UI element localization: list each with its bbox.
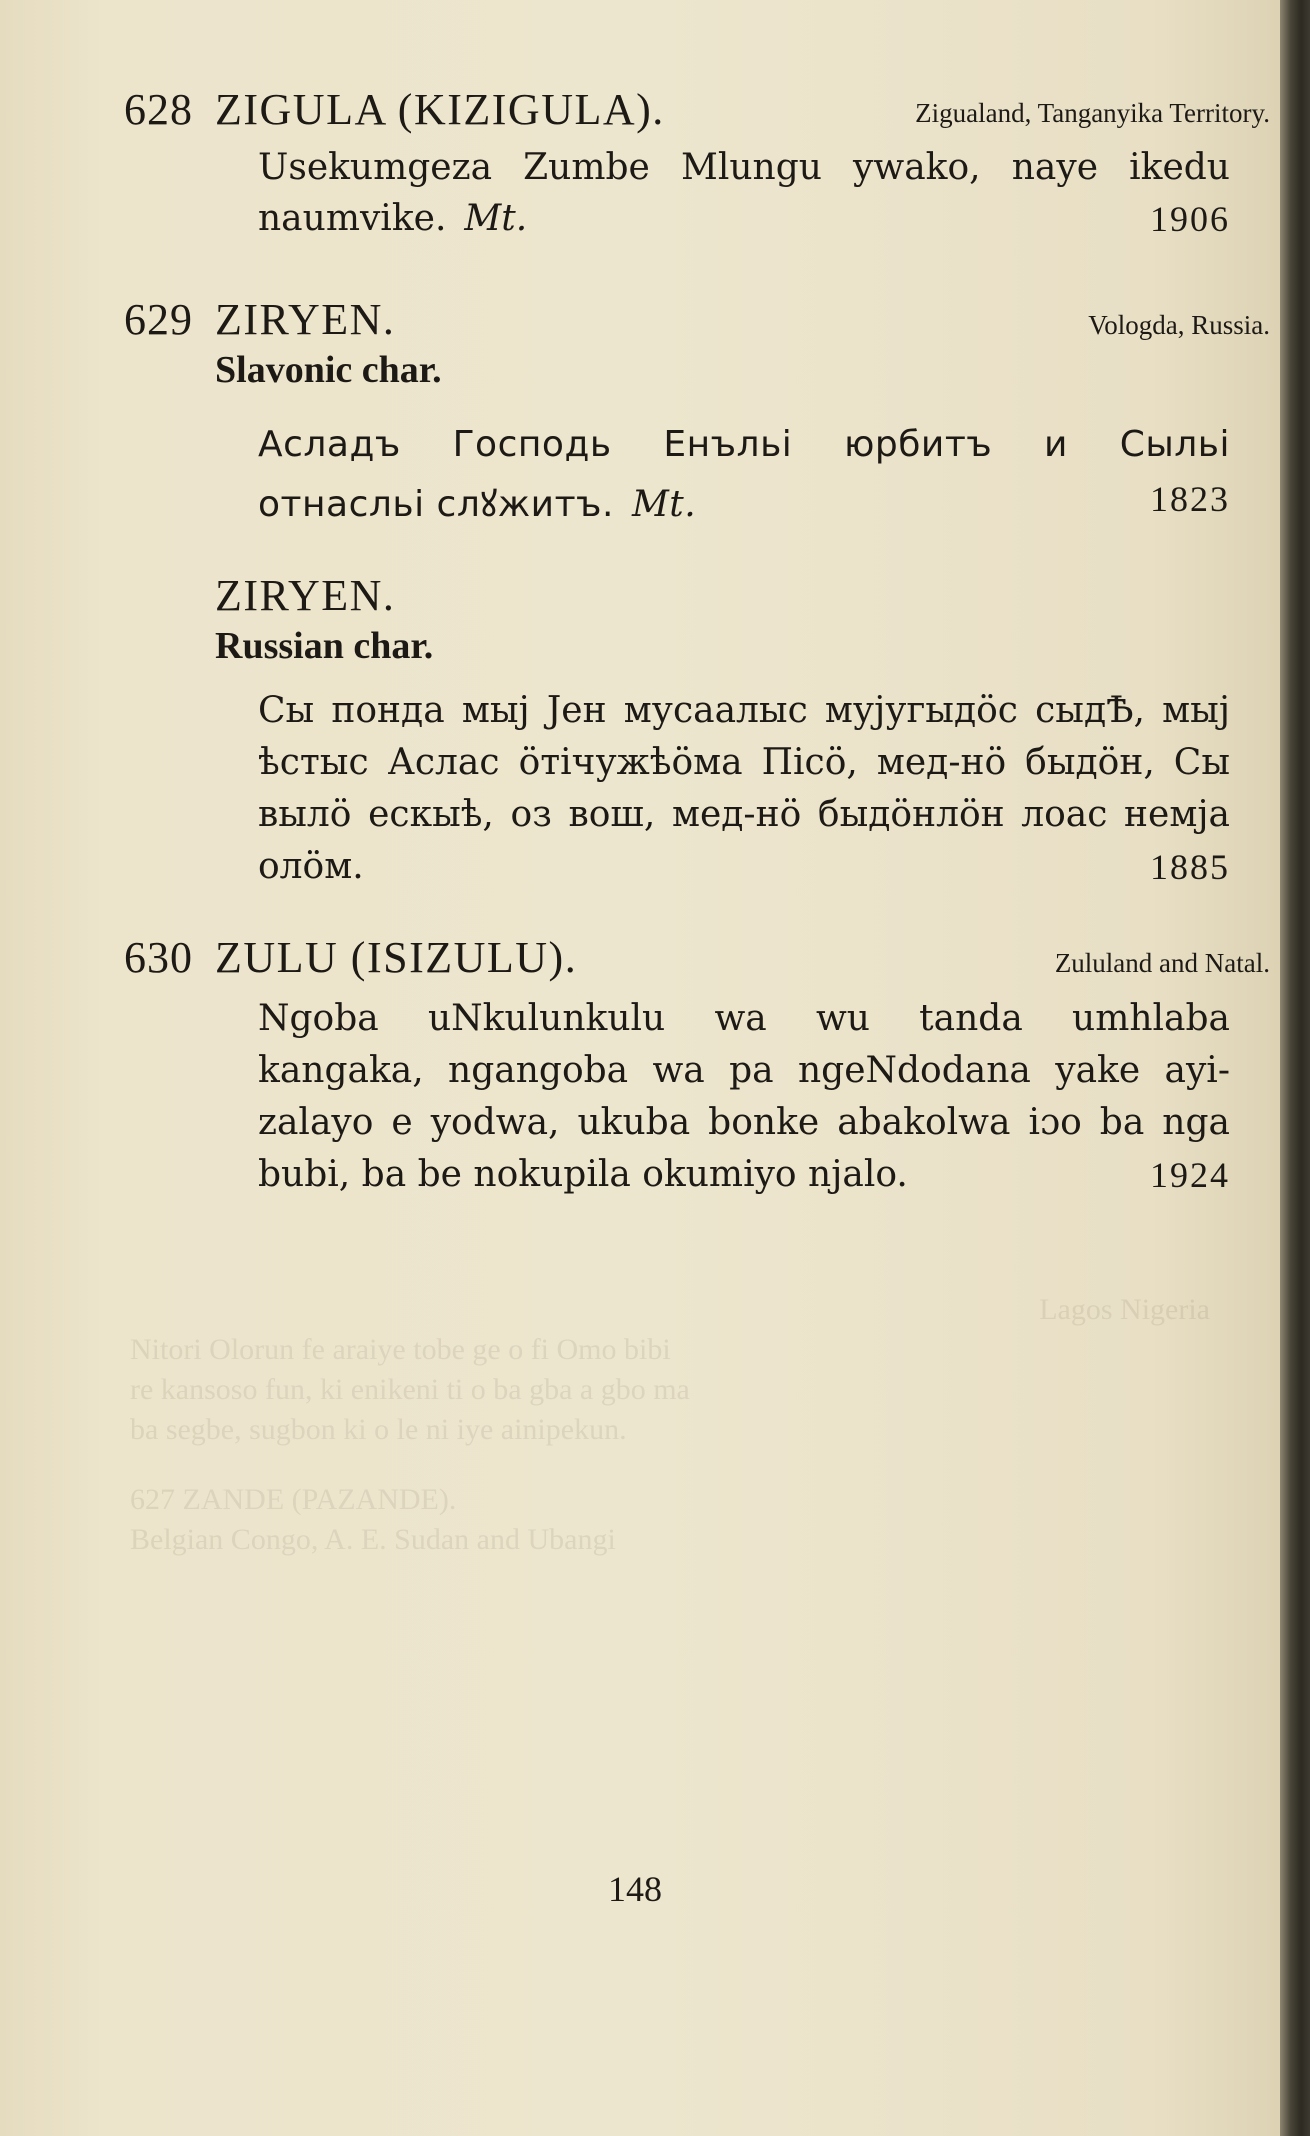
entry-last-line (258, 198, 1230, 248)
entry-header-629 (0, 294, 1270, 354)
entry-last-line (258, 846, 1230, 896)
publication-year: 1823 (1150, 479, 1230, 519)
reference-mark: Mt. (631, 484, 697, 525)
entry-text-line: Асладъ Господь Енъльі юрбитъ и Сыльі (258, 424, 1230, 465)
entry-text-line: Ngoba uNkulunkulu wa wu tanda umhlaba (258, 998, 1230, 1039)
entry-number: 629 (124, 295, 193, 344)
entry-text-line: Usekumgeza Zumbe Mlungu ywako, naye ikedu (258, 147, 1230, 188)
last-line-text: naumvike. (258, 198, 447, 239)
reference-mark: Mt. (464, 198, 528, 239)
entry-text-line: Сы понда мыј Јен мусаалыс мујугыдöс сыдѢ, мыј (258, 690, 1230, 731)
show-through-decoration: Lagos Nigeria Nitori Olorun fe araiye tobe ge o fi Omo bibi re kansoso fun, ki enikeni ti o ba gba a gbo ma ba segbe, sugbon ki o le ni iye ainipekun. 627 ZANDE (PAZANDE). Belgian Congo, A. E. Sudan and Ubangi (130, 1293, 1210, 1556)
script-subheading: Slavonic char. (215, 349, 442, 391)
entry-number: 628 (124, 85, 193, 134)
entry-text-line: вылö ескыѣ, оз вош, мед-нö быдöнлöн лоас немја (258, 794, 1230, 835)
last-line-text: bubi, ba be nokupila okumiyo njalo. (258, 1154, 908, 1195)
entry-region: Zigualand, Tanganyika Territory. (915, 98, 1270, 128)
entry-header-629-russian (0, 570, 1270, 630)
entry-title: ZIGULA (KIZIGULA). (215, 85, 665, 134)
entry-number: 630 (124, 933, 193, 982)
publication-year: 1885 (1150, 847, 1230, 887)
last-line-text: олöм. (258, 846, 364, 887)
entry-title: ZIRYEN. (215, 571, 396, 620)
entry-last-line (258, 478, 1230, 528)
entry-text-line: zalayo e yodwa, ukuba bonke abakolwa iɔo ba nga (258, 1102, 1230, 1143)
last-line-text: отнасльі слꙋжитъ. (258, 484, 614, 525)
page-number: 148 (608, 1869, 662, 1909)
publication-year: 1906 (1150, 199, 1230, 239)
entry-region: Vologda, Russia. (1088, 310, 1270, 340)
entry-title: ZIRYEN. (215, 295, 396, 344)
book-spine-shadow (1280, 0, 1310, 2136)
entry-header-628 (0, 84, 1270, 144)
entry-region: Zululand and Natal. (1054, 948, 1270, 978)
entry-text-line: kangaka, ngangoba wa pa ngeNdodana yake ayi- (258, 1050, 1230, 1091)
entry-title: ZULU (ISIZULU). (215, 933, 578, 982)
entry-header-630 (0, 932, 1270, 992)
entry-last-line (258, 1154, 1230, 1204)
publication-year: 1924 (1150, 1155, 1230, 1195)
entry-text-line: ѣстыс Аслас öтiчужѣöма Пiсö, мед-нö быдöн, Сы (258, 742, 1230, 783)
script-subheading: Russian char. (215, 625, 434, 667)
